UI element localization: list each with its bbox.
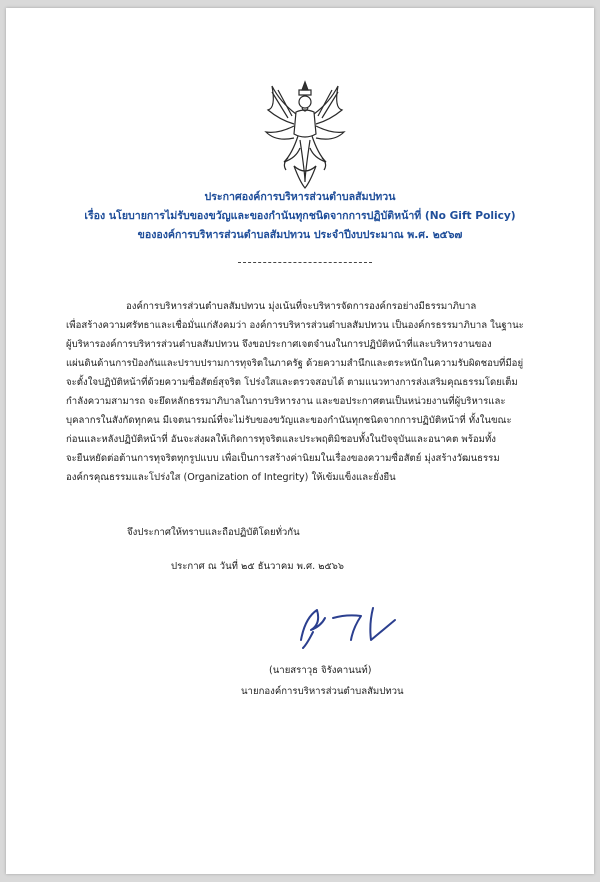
closing-statement: จึงประกาศให้ทราบและถือปฏิบัติโดยทั่วกัน: [127, 527, 300, 538]
garuda-emblem-icon: [258, 78, 352, 190]
body-line: องค์การบริหารส่วนตำบลสัมปทวน มุ่งเน้นที่จะบริหารจัดการองค์กรอย่างมีธรรมาภิบาล: [126, 301, 477, 312]
body-line: ก่อนและหลังปฏิบัติหน้าที่ อันจะส่งผลให้เกิดการทุจริตและประพฤติมิชอบทั้งในปัจจุบันและอนาคต พร้อมทั้ง: [66, 434, 496, 445]
announcement-title: [6, 188, 594, 245]
title-line: เรื่อง นโยบายการไม่รับของขวัญและของกำนันทุกชนิดจากการปฏิบัติหน้าที่ (No Gift Policy): [84, 210, 516, 222]
body-line: จะยืนหยัดต่อต้านการทุจริตทุกรูปแบบ เพื่อเป็นการสร้างค่านิยมในเรื่องของความซื่อสัตย์ มุ่งสร้างวัฒนธรรม: [66, 453, 500, 464]
body-line: แผ่นดินด้านการป้องกันและปราบปรามการทุจริตในภาครัฐ ด้วยความสำนึกและตระหนักในความรับผิดชอบที่มีอยู่: [66, 358, 524, 369]
body-line: เพื่อสร้างความศรัทธาและเชื่อมั่นแก่สังคมว่า องค์การบริหารส่วนตำบลสัมปทวน เป็นองค์กรธรรมาภิบาล ในฐานะ: [66, 320, 524, 331]
announcement-date: ประกาศ ณ วันที่ ๒๕ ธันวาคม พ.ศ. ๒๕๖๖: [171, 561, 344, 572]
separator-line: [238, 262, 372, 263]
signatory-name: (นายสราวุธ จิรังคานนท์): [269, 665, 372, 676]
body-line: บุคลากรในสังกัดทุกคน มีเจตนารมณ์ที่จะไม่รับของขวัญและของกำนันทุกชนิดจากการปฏิบัติหน้าที่ ทั้งในขณะ: [66, 415, 512, 426]
handwritten-signature: [291, 600, 411, 652]
signatory-title: นายกองค์การบริหารส่วนตำบลสัมปทวน: [241, 686, 404, 697]
body-line: องค์กรคุณธรรมและโปร่งใส (Organization of Integrity) ให้เข้มแข็งและยั่งยืน: [66, 472, 396, 483]
body-line: ผู้บริหารองค์การบริหารส่วนตำบลสัมปทวน จึงขอประกาศเจตจำนงในการปฏิบัติหน้าที่และบริหารงานของ: [66, 339, 492, 350]
body-line: กำลังความสามารถ จะยึดหลักธรรมาภิบาลในการบริหารงาน และขอประกาศตนเป็นหน่วยงานที่ผู้บริหารและ: [66, 396, 506, 407]
body-line: จะตั้งใจปฏิบัติหน้าที่ด้วยความซื่อสัตย์สุจริต โปร่งใสและตรวจสอบได้ ตามแนวทางการส่งเสริมคุณธรรมโดยเต็ม: [66, 377, 518, 388]
title-line: ประกาศองค์การบริหารส่วนตำบลสัมปทวน: [204, 191, 396, 203]
document-page: [6, 8, 594, 874]
announcement-body: [66, 297, 536, 487]
title-line: ขององค์การบริหารส่วนตำบลสัมปทวน ประจำปีงบประมาณ พ.ศ. ๒๕๖๗: [137, 229, 463, 241]
